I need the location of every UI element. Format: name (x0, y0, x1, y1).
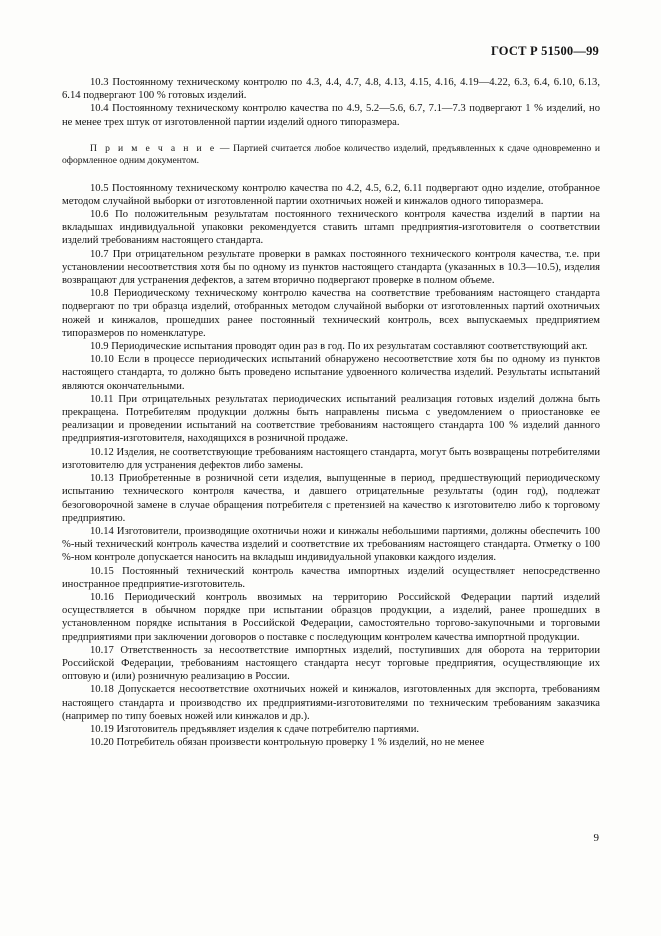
paragraph-10-19: 10.19 Изготовитель предъявляет изделия к сдаче потребителю партиями. (90, 723, 420, 735)
paragraph-10-8: 10.8 Периодическому техническому контролю качества на соответствие требованиям настоящего стандарта подвергают по три образца изделий, отобранных методом случайной выборки от изготовленных партий охотничьих ножей и кинжалов, прошедших ранее постоянный технический контроль, всех выпускаемых предприятием типоразмеров по номенклатуре. (62, 288, 600, 339)
paragraph-10-15: 10.15 Постоянный технический контроль качества импортных изделий осуществляет непосредственно иностранное предприятие-изготовитель. (62, 565, 600, 590)
note-text: — Партией считается любое количество изделий, предъявленных к сдаче одновременно и оформленное одним документом. (62, 142, 600, 167)
paragraph-10-13: 10.13 Приобретенные в розничной сети изделия, выпущенные в период, предшествующий периодическому испытанию технического контроля качества, и давшего отрицательные результаты (один год), подлежат безоговорочной замене в случае обращения потребителя с претензией на качество к изготовителю либо к торговому предприятию. (62, 473, 600, 524)
paragraph-10-5: 10.5 Постоянному техническому контролю качества по 4.2, 4.5, 6.2, 6.11 подвергают одно изделие, отобранное методом случайной выборки от изготовленной партии охотничьих ножей и кинжалов одного типоразмера. (62, 182, 600, 207)
paragraph-10-18: 10.18 Допускается несоответствие охотничьих ножей и кинжалов, изготовленных для экспорта, требованиям настоящего стандарта и производство их предприятиями-изготовителями по техническим требованиям заказчика (например по типу боевых ножей или кинжалов и др.). (62, 684, 600, 722)
paragraph-10-3: 10.3 Постоянному техническому контролю по 4.3, 4.4, 4.7, 4.8, 4.13, 4.15, 4.16, 4.19—4.22, 6.3, 6.4, 6.10, 6.13, 6.14 подвергают 100 % готовых изделий. (62, 77, 600, 102)
document-code: ГОСТ Р 51500—99 (490, 44, 599, 58)
paragraph-10-11: 10.11 При отрицательных результатах периодических испытаний реализация готовых изделий должна быть прекращена. Потребителям продукции должны быть направлены письма с уведомлением о приостановке ее реализации и проведении испытаний на соответствие требованиям настоящего стандарта 100 % изделий данного предприятия-изготовителя, находящихся в розничной продаже. (62, 393, 600, 445)
paragraph-10-6: 10.6 По положительным результатам постоянного технического контроля качества изделий в партии на вкладышах индивидуальной упаковки рекомендуется ставить штамп предприятия-изготовителя о соответствии изделий требованиям настоящего стандарта. (62, 209, 600, 247)
paragraph-10-9: 10.9 Периодические испытания проводят один раз в год. По их результатам составляют соответствующий акт. (90, 341, 588, 353)
paragraph-10-17: 10.17 Ответственность за несоответствие импортных изделий, поступивших для оборота на территории Российской Федерации, требованиям настоящего стандарта несут торговые предприятия, осуществляющие их оптовую и (или) розничную реализацию в России. (62, 644, 600, 683)
paragraph-10-7: 10.7 При отрицательном результате проверки в рамках постоянного технического контроля качества, т.е. при установлении несоответствия хотя бы по одному из пунктов настоящего стандарта (указанных в 10.3—10.5), изделия возвращают для устранения дефектов, а затем вторично подвергают проверке в полном объеме. (62, 248, 600, 287)
paragraph-10-10: 10.10 Если в процессе периодических испытаний обнаружено несоответствие хотя бы по одному из пунктов настоящего стандарта, то должно быть проведено испытание удвоенного количества изделий. Результаты испытаний являются окончательными. (62, 354, 600, 392)
document-body (62, 76, 600, 749)
paragraph-10-20: 10.20 Потребитель обязан произвести контрольную проверку 1 % изделий, но не менее (90, 737, 485, 749)
paragraph-10-12: 10.12 Изделия, не соответствующие требованиям настоящего стандарта, могут быть возвращены потребителями изготовителю для устранения дефектов либо замены. (62, 446, 600, 471)
note (62, 143, 600, 168)
note-label: П р и м е ч а н и е (90, 142, 217, 154)
page-number: 9 (593, 832, 599, 844)
paragraph-10-14: 10.14 Изготовители, производящие охотничьи ножи и кинжалы небольшими партиями, должны обеспечить 100 %-ный технический контроль качества изделий и соответствие их требованиям настоящего стандарта. Отметку о 100 %-ном контроле допускается наносить на вкладыш индивидуальной упаковки каждого изделия. (62, 525, 600, 564)
paragraph-10-16: 10.16 Периодический контроль ввозимых на территорию Российской Федерации партий изделий осуществляется в обычном порядке при испытании образцов продукции, а изделий, ранее прошедших в установленном порядке испытания в Российской Федерации, самостоятельно торгово-закупочными и торговыми предприятиями при заключении договоров о поставке с последующим контролем качества импортной продукции. (62, 591, 600, 643)
paragraph-10-4: 10.4 Постоянному техническому контролю качества по 4.9, 5.2—5.6, 6.7, 7.1—7.3 подвергают 1 % изделий, но не менее трех штук от изготовленной партии изделий одного типоразмера. (62, 103, 600, 128)
